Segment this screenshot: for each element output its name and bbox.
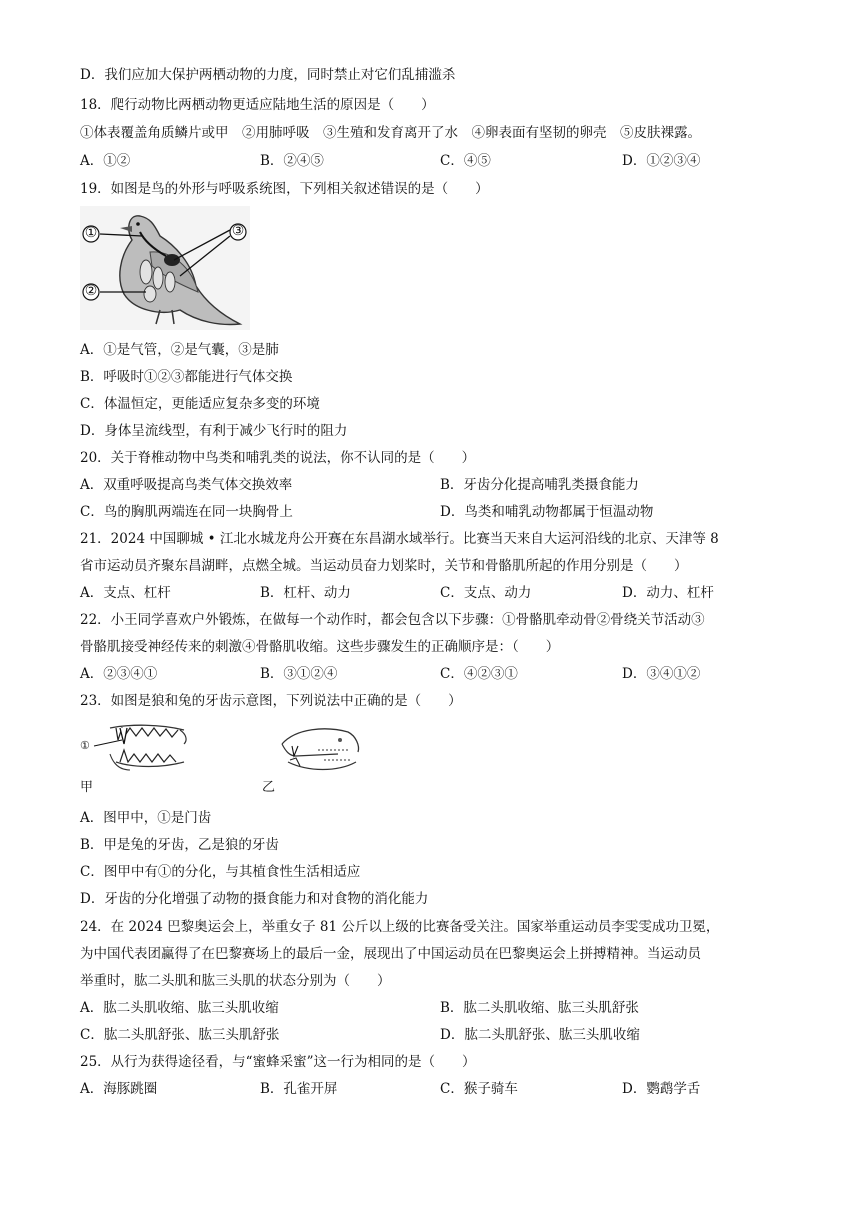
q21-option-c: C．支点、动力 xyxy=(440,585,532,601)
q21-option-b: B．杠杆、动力 xyxy=(260,585,351,601)
q25-stem: 25．从行为获得途径看，与“蜜蜂采蜜”这一行为相同的是（ ） xyxy=(80,1054,476,1070)
q23-option-c: C．图甲中有①的分化，与其植食性生活相适应 xyxy=(80,864,361,880)
q25-option-b: B．孔雀开屏 xyxy=(260,1081,338,1097)
q23-stem: 23．如图是狼和兔的牙齿示意图，下列说法中正确的是（ ） xyxy=(80,693,462,709)
q22-option-a: A．②③④① xyxy=(80,666,158,682)
q20-option-b: B．牙齿分化提高哺乳类摄食能力 xyxy=(440,477,639,493)
q19-option-b: B．呼吸时①②③都能进行气体交换 xyxy=(80,369,293,385)
q25-option-a: A．海豚跳圈 xyxy=(80,1081,158,1097)
q21-option-a: A．支点、杠杆 xyxy=(80,585,171,601)
q19-option-a: A．①是气管，②是气囊，③是肺 xyxy=(80,342,279,358)
q25-option-d: D．鹦鹉学舌 xyxy=(622,1081,701,1097)
teeth-label-jia: 甲 xyxy=(80,780,94,795)
q22-option-b: B．③①②④ xyxy=(260,666,338,682)
teeth-label-yi: 乙 xyxy=(262,780,276,795)
q24-option-a: A．肱二头肌收缩、肱三头肌收缩 xyxy=(80,1000,279,1016)
rabbit-teeth-illustration xyxy=(278,722,364,780)
q18-option-d: D．①②③④ xyxy=(622,153,701,169)
q23-option-a: A．图甲中，①是门齿 xyxy=(80,810,212,826)
bird-illustration xyxy=(80,206,250,330)
q24-option-b: B．肱二头肌收缩、肱三头肌舒张 xyxy=(440,1000,639,1016)
q24-stem-3: 举重时，肱二头肌和肱三头肌的状态分别为（ ） xyxy=(80,973,391,989)
q22-option-c: C．④②③① xyxy=(440,666,518,682)
q24-option-d: D．肱二头肌舒张、肱三头肌收缩 xyxy=(440,1027,640,1043)
q24-stem-1: 24．在 2024 巴黎奥运会上，举重女子 81 公斤以上级的比赛备受关注。国家举重运动员李雯雯成功卫冕， xyxy=(80,919,720,935)
q18-option-a: A．①② xyxy=(80,153,131,169)
q20-option-a: A．双重呼吸提高鸟类气体交换效率 xyxy=(80,477,293,493)
q20-option-c: C．鸟的胸肌两端连在同一块胸骨上 xyxy=(80,504,293,520)
q21-option-d: D．动力、杠杆 xyxy=(622,585,714,601)
q22-stem-1: 22．小王同学喜欢户外锻炼，在做每一个动作时，都会包含以下步骤：①骨骼肌牵动骨②骨绕关节活动③ xyxy=(80,612,705,628)
teeth-label-1: ① xyxy=(80,739,90,752)
q23-option-d: D．牙齿的分化增强了动物的摄食能力和对食物的消化能力 xyxy=(80,891,429,907)
q18-option-b: B．②④⑤ xyxy=(260,153,324,169)
bird-label-3: ③ xyxy=(231,223,245,239)
bird-label-1: ① xyxy=(84,225,98,241)
q19-option-d: D．身体呈流线型，有利于减少飞行时的阻力 xyxy=(80,423,348,439)
q23-option-b: B．甲是兔的牙齿，乙是狼的牙齿 xyxy=(80,837,279,853)
q21-stem-1: 21．2024 中国聊城 • 江北水城龙舟公开赛在东昌湖水域举行。比赛当天来自大运河沿线的北京、天津等 8 xyxy=(80,531,719,547)
q17-option-d: D．我们应加大保护两栖动物的力度，同时禁止对它们乱捕滥杀 xyxy=(80,67,456,83)
q18-items: ①体表覆盖角质鳞片或甲 ②用肺呼吸 ③生殖和发育离开了水 ④卵表面有坚韧的卵壳 ⑤皮肤裸露。 xyxy=(80,125,701,141)
q21-stem-2: 省市运动员齐聚东昌湖畔，点燃全城。当运动员奋力划桨时，关节和骨骼肌所起的作用分别是（ ） xyxy=(80,558,688,574)
q22-stem-2: 骨骼肌接受神经传来的刺激④骨骼肌收缩。这些步骤发生的正确顺序是：（ ） xyxy=(80,639,560,655)
bird-label-2: ② xyxy=(84,283,98,299)
q18-stem: 18．爬行动物比两栖动物更适应陆地生活的原因是（ ） xyxy=(80,97,435,113)
q22-option-d: D．③④①② xyxy=(622,666,701,682)
wolf-teeth-figure xyxy=(80,718,192,778)
q20-stem: 20．关于脊椎动物中鸟类和哺乳类的说法，你不认同的是（ ） xyxy=(80,450,476,466)
rabbit-teeth-figure xyxy=(278,722,364,780)
q19-option-c: C．体温恒定，更能适应复杂多变的环境 xyxy=(80,396,320,412)
q19-stem: 19．如图是鸟的外形与呼吸系统图，下列相关叙述错误的是（ ） xyxy=(80,181,489,197)
q24-option-c: C．肱二头肌舒张、肱三头肌舒张 xyxy=(80,1027,280,1043)
q18-option-c: C．④⑤ xyxy=(440,153,491,169)
bird-respiratory-figure xyxy=(80,206,250,330)
q25-option-c: C．猴子骑车 xyxy=(440,1081,518,1097)
wolf-teeth-illustration xyxy=(80,718,192,778)
q24-stem-2: 为中国代表团赢得了在巴黎赛场上的最后一金，展现出了中国运动员在巴黎奥运会上拼搏精神。当运动员 xyxy=(80,946,701,962)
q20-option-d: D．鸟类和哺乳动物都属于恒温动物 xyxy=(440,504,654,520)
